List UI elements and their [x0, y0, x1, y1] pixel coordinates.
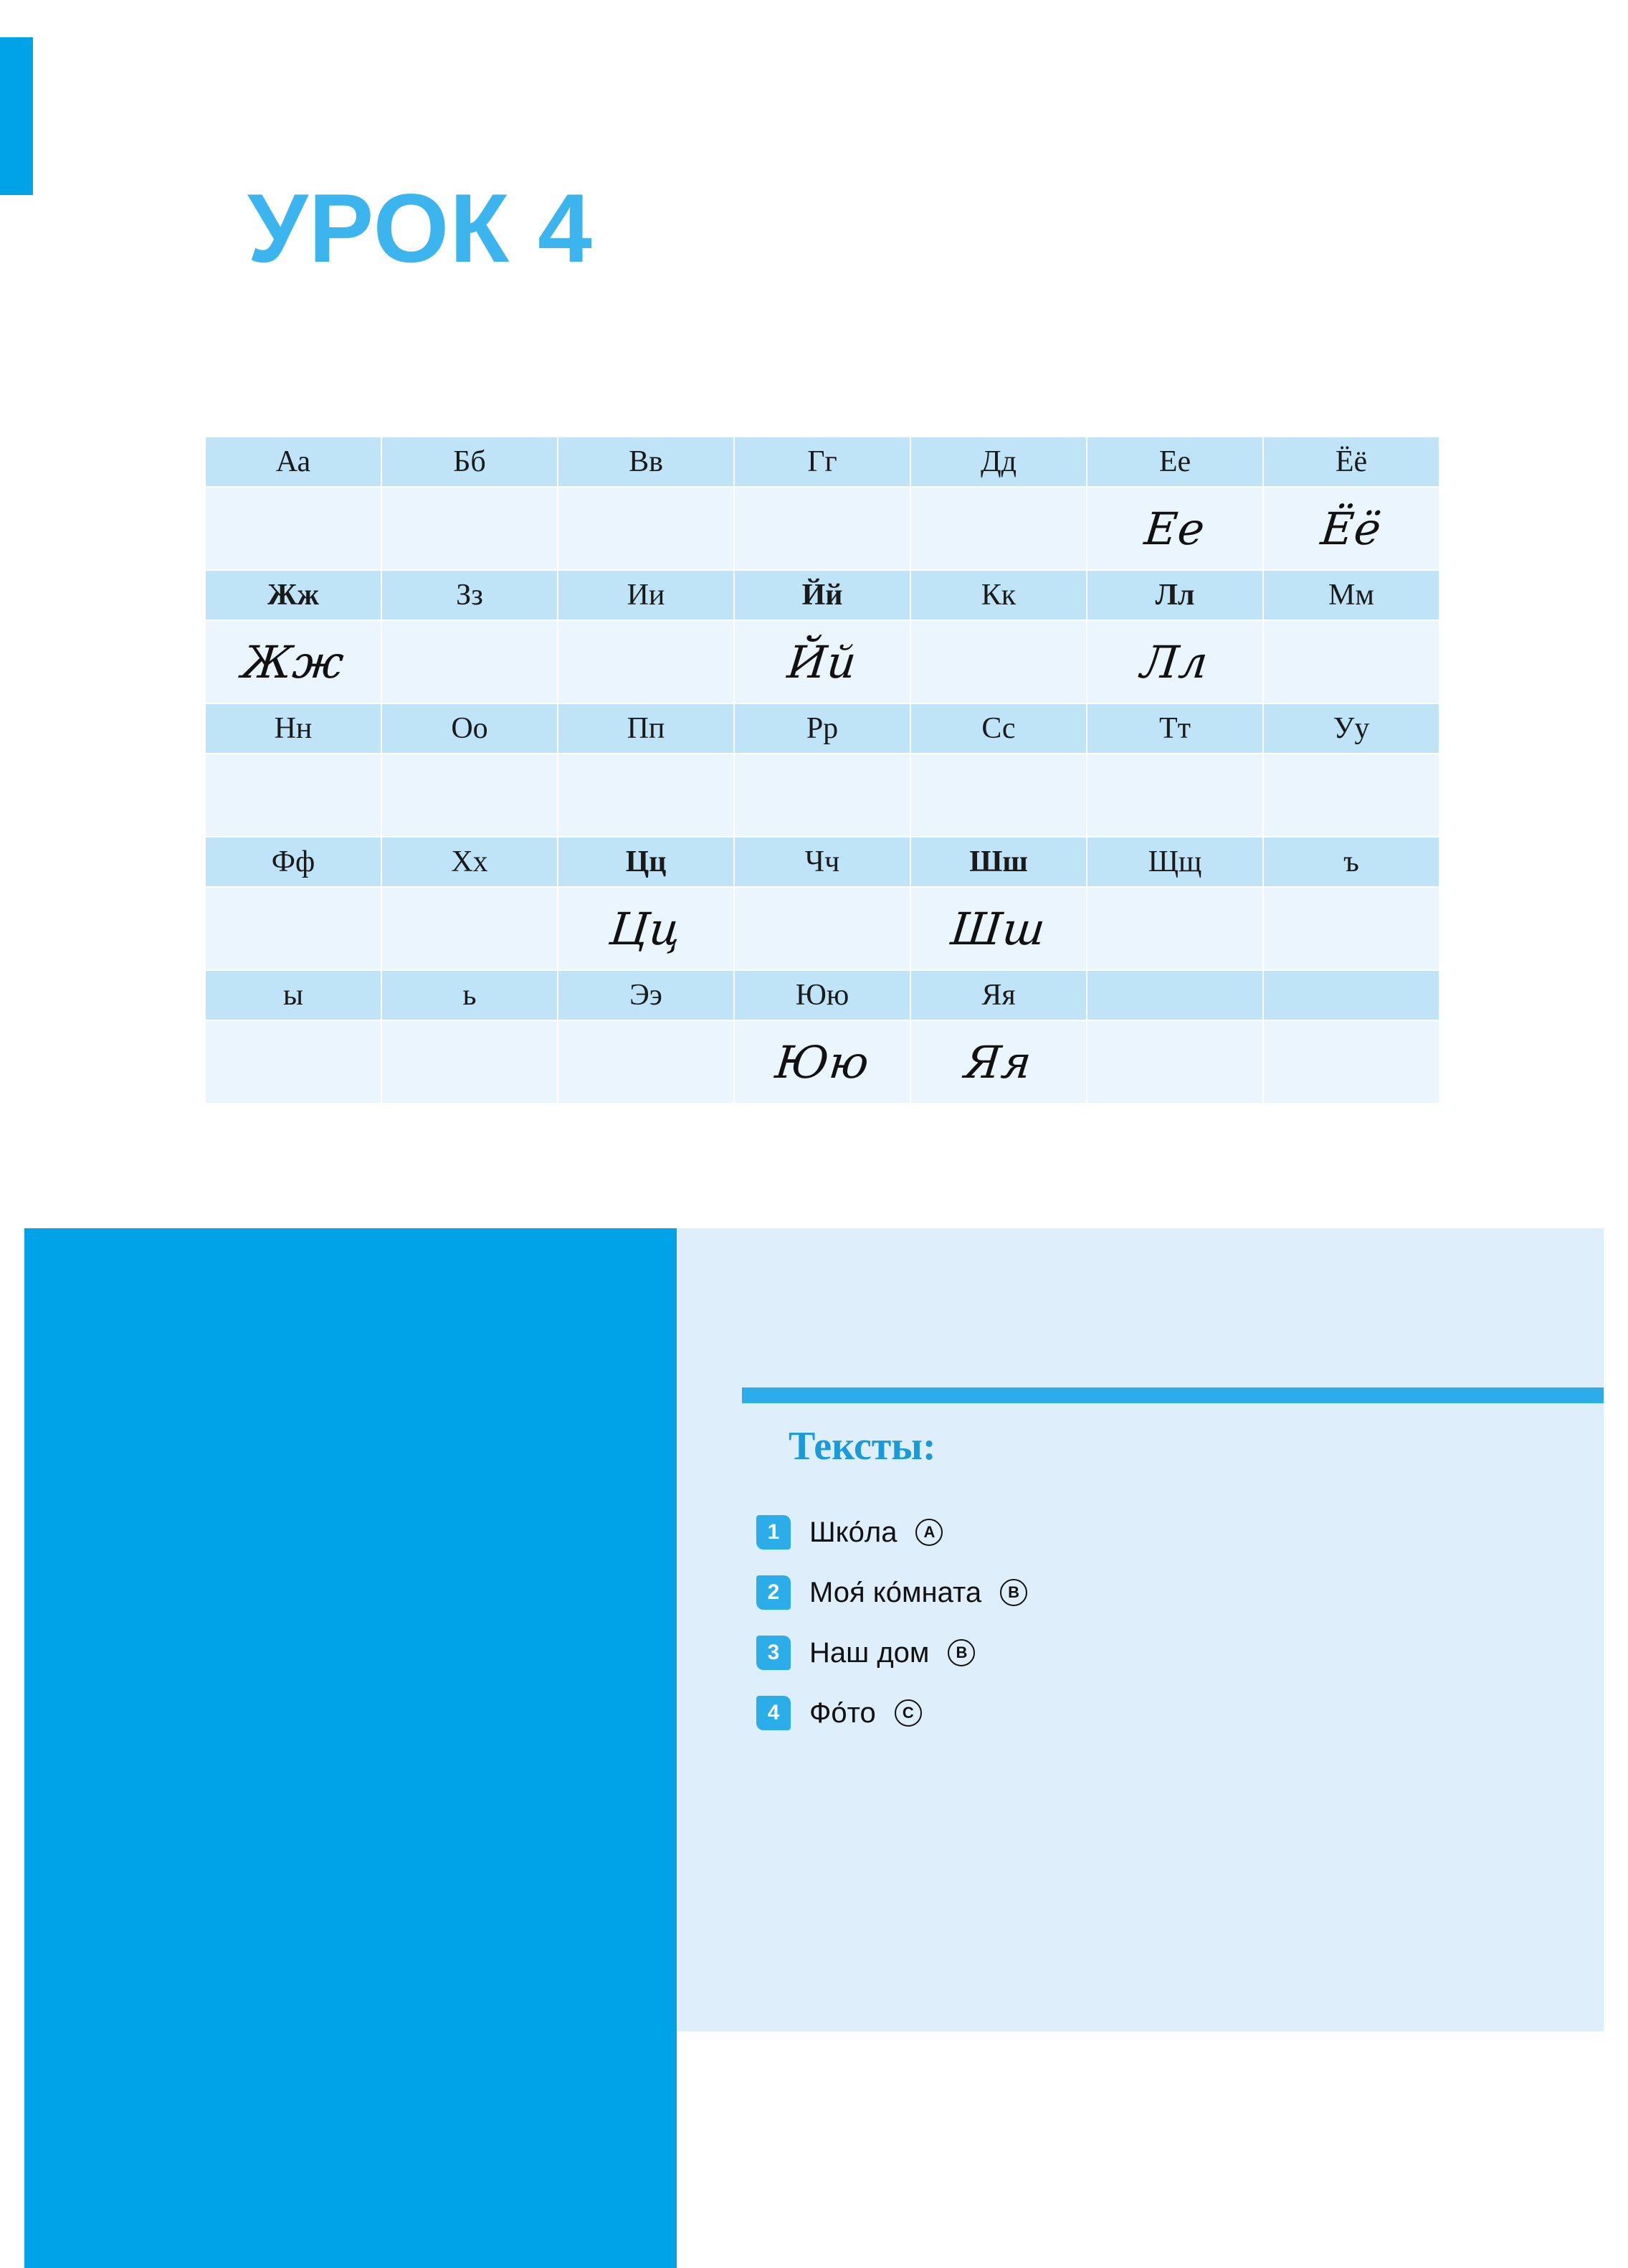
alphabet-letter-cell: Фф	[205, 837, 381, 887]
alphabet-writing-cell	[558, 487, 734, 570]
alphabet-writing-cell	[1087, 487, 1263, 570]
alphabet-writing-cell	[558, 887, 734, 970]
alphabet-letter-cell: Дд	[910, 437, 1087, 487]
alphabet-writing-row	[205, 754, 1439, 837]
alphabet-letter-cell: Ии	[558, 570, 734, 620]
list-item[interactable]	[756, 1683, 1401, 1743]
alphabet-writing-cell	[1263, 620, 1439, 703]
alphabet-writing-cell	[910, 754, 1087, 837]
alphabet-letter-cell: Шш	[910, 837, 1087, 887]
alphabet-letter-cell: Йй	[734, 570, 910, 620]
alphabet-letter-cell: ь	[381, 970, 558, 1020]
alphabet-letter-cell: Сс	[910, 703, 1087, 754]
list-item[interactable]	[756, 1623, 1401, 1683]
alphabet-writing-row	[205, 620, 1439, 703]
alphabet-letter-cell: Зз	[381, 570, 558, 620]
alphabet-table	[204, 436, 1440, 1104]
alphabet-writing-cell	[1263, 487, 1439, 570]
alphabet-writing-row	[205, 487, 1439, 570]
alphabet-writing-cell	[205, 620, 381, 703]
cursive-sample: Йй	[785, 635, 860, 688]
cursive-sample: Юю	[772, 1035, 872, 1088]
cursive-sample: Шш	[948, 902, 1049, 955]
alphabet-writing-row	[205, 887, 1439, 970]
alphabet-writing-cell	[734, 754, 910, 837]
alphabet-table-body	[205, 437, 1439, 1104]
alphabet-letter-row	[205, 570, 1439, 620]
alphabet-writing-row	[205, 1020, 1439, 1104]
alphabet-letter-cell: Гг	[734, 437, 910, 487]
alphabet-writing-cell	[381, 487, 558, 570]
alphabet-letter-cell: Юю	[734, 970, 910, 1020]
panel-divider-rule	[742, 1387, 1604, 1403]
level-badge: A	[915, 1519, 943, 1546]
item-number-badge: 4	[756, 1696, 791, 1730]
item-number-badge: 2	[756, 1575, 791, 1610]
alphabet-writing-cell	[381, 887, 558, 970]
corner-accent-tab	[0, 37, 33, 195]
page-title: УРОК 4	[247, 174, 593, 283]
alphabet-letter-cell: Ее	[1087, 437, 1263, 487]
alphabet-writing-cell	[1263, 754, 1439, 837]
alphabet-writing-cell	[1263, 887, 1439, 970]
alphabet-letter-cell: Мм	[1263, 570, 1439, 620]
alphabet-writing-cell	[910, 887, 1087, 970]
alphabet-letter-row	[205, 703, 1439, 754]
alphabet-writing-cell	[734, 487, 910, 570]
alphabet-letter-cell: Хх	[381, 837, 558, 887]
cursive-sample: Яя	[962, 1035, 1035, 1088]
alphabet-writing-cell	[734, 1020, 910, 1104]
alphabet-writing-cell	[734, 620, 910, 703]
alphabet-writing-cell	[1087, 620, 1263, 703]
cursive-sample: Ёё	[1318, 502, 1384, 555]
alphabet-writing-cell	[734, 887, 910, 970]
alphabet-letter-cell: Тт	[1087, 703, 1263, 754]
alphabet-writing-cell	[910, 487, 1087, 570]
item-label: Моя́ ко́мната	[809, 1576, 982, 1608]
alphabet-letter-cell: Аа	[205, 437, 381, 487]
alphabet-writing-cell	[381, 754, 558, 837]
alphabet-letter-cell: ъ	[1263, 837, 1439, 887]
alphabet-letter-cell: Лл	[1087, 570, 1263, 620]
alphabet-writing-cell	[910, 620, 1087, 703]
alphabet-letter-cell: Жж	[205, 570, 381, 620]
alphabet-writing-cell	[1087, 754, 1263, 837]
item-number-badge: 1	[756, 1515, 791, 1550]
cursive-sample: Ее	[1142, 502, 1208, 555]
alphabet-letter-cell: Нн	[205, 703, 381, 754]
alphabet-writing-cell	[205, 487, 381, 570]
cursive-sample: Цц	[607, 902, 685, 955]
level-badge: B	[1000, 1579, 1027, 1606]
cursive-sample: Лл	[1138, 635, 1212, 688]
texts-list	[756, 1502, 1401, 1743]
level-badge: B	[948, 1639, 975, 1666]
alphabet-letter-cell: Рр	[734, 703, 910, 754]
alphabet-letter-cell: Чч	[734, 837, 910, 887]
alphabet-letter-cell	[1087, 970, 1263, 1020]
alphabet-writing-cell	[558, 620, 734, 703]
alphabet-letter-cell: Щщ	[1087, 837, 1263, 887]
list-item[interactable]	[756, 1502, 1401, 1562]
list-item[interactable]	[756, 1562, 1401, 1623]
item-label: Наш дом	[809, 1636, 930, 1669]
alphabet-letter-cell: Кк	[910, 570, 1087, 620]
item-label: Шко́ла	[809, 1516, 898, 1548]
alphabet-writing-cell	[558, 754, 734, 837]
alphabet-letter-cell: Уу	[1263, 703, 1439, 754]
alphabet-writing-cell	[1087, 887, 1263, 970]
alphabet-writing-cell	[381, 620, 558, 703]
alphabet-writing-cell	[205, 1020, 381, 1104]
alphabet-letter-cell: Яя	[910, 970, 1087, 1020]
alphabet-letter-cell	[1263, 970, 1439, 1020]
texts-heading: Тексты:	[789, 1424, 936, 1468]
alphabet-letter-row	[205, 837, 1439, 887]
alphabet-letter-cell: ы	[205, 970, 381, 1020]
alphabet-letter-cell: Бб	[381, 437, 558, 487]
alphabet-writing-cell	[205, 754, 381, 837]
alphabet-letter-cell: Ээ	[558, 970, 734, 1020]
alphabet-writing-cell	[1263, 1020, 1439, 1104]
alphabet-writing-cell	[381, 1020, 558, 1104]
level-badge: C	[895, 1699, 922, 1727]
alphabet-letter-cell: Оо	[381, 703, 558, 754]
alphabet-letter-cell: Вв	[558, 437, 734, 487]
alphabet-letter-cell: Цц	[558, 837, 734, 887]
alphabet-writing-cell	[910, 1020, 1087, 1104]
alphabet-writing-cell	[205, 887, 381, 970]
alphabet-letter-row	[205, 970, 1439, 1020]
alphabet-writing-cell	[1087, 1020, 1263, 1104]
item-label: Фо́то	[809, 1697, 876, 1729]
alphabet-letter-row	[205, 437, 1439, 487]
alphabet-writing-cell	[558, 1020, 734, 1104]
cursive-sample: Жж	[239, 635, 347, 688]
decorative-blue-block	[24, 1228, 677, 2268]
alphabet-letter-cell: Пп	[558, 703, 734, 754]
alphabet-letter-cell: Ёё	[1263, 437, 1439, 487]
item-number-badge: 3	[756, 1636, 791, 1670]
